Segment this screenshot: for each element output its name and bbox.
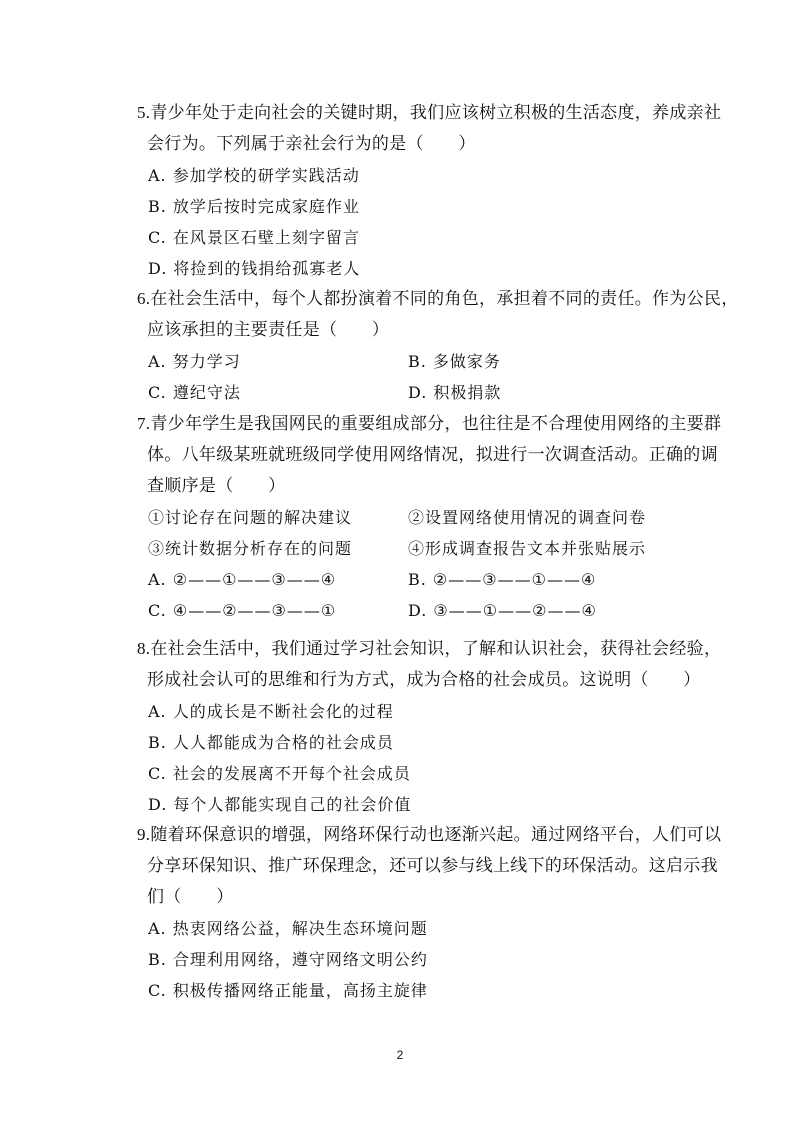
stem-line: 们（ ） bbox=[147, 887, 234, 907]
question-number: 7. bbox=[137, 414, 151, 433]
question-stem bbox=[137, 408, 722, 502]
stem-line: 形成社会认可的思维和行为方式，成为合格的社会成员。这说明（ ） bbox=[147, 670, 701, 690]
stem-line: 青少年学生是我国网民的重要组成部分，也往往是不合理使用网络的主要群 bbox=[150, 414, 722, 434]
question-6 bbox=[137, 283, 739, 408]
item-1: ①讨论存在问题的解决建议 bbox=[148, 508, 353, 527]
question-number: 8. bbox=[137, 639, 151, 658]
option-b[interactable]: B. 合理利用网络，遵守网络文明公约 bbox=[148, 950, 428, 969]
option-b[interactable]: B. 放学后按时完成家庭作业 bbox=[148, 197, 360, 216]
stem-line: 分享环保知识、推广环保理念，还可以参与线上线下的环保活动。这启示我 bbox=[147, 856, 718, 876]
option-a[interactable]: A. 人的成长是不断社会化的过程 bbox=[148, 702, 394, 721]
option-a[interactable]: A. 热衷网络公益，解决生态环境问题 bbox=[148, 919, 428, 938]
stem-line: 青少年处于走向社会的关键时期，我们应该树立积极的生活态度，养成亲社 bbox=[150, 103, 722, 123]
option-a[interactable]: A. 参加学校的研学实践活动 bbox=[148, 166, 360, 185]
question-9 bbox=[137, 819, 722, 1006]
option-d[interactable]: D. ③——①——②——④ bbox=[408, 601, 597, 620]
option-b[interactable]: B. 人人都能成为合格的社会成员 bbox=[148, 733, 394, 752]
question-stem bbox=[137, 633, 722, 696]
option-row bbox=[137, 346, 697, 377]
question-number: 6. bbox=[137, 289, 151, 308]
item-4: ④形成调查报告文本并张贴展示 bbox=[408, 539, 647, 558]
option-row bbox=[137, 377, 697, 408]
question-stem bbox=[137, 819, 722, 913]
question-number: 9. bbox=[137, 825, 151, 844]
option-c[interactable]: C. 社会的发展离不开每个社会成员 bbox=[148, 764, 411, 783]
question-7 bbox=[137, 408, 722, 626]
stem-line: 体。八年级某班就班级同学使用网络情况，拟进行一次调查活动。正确的调 bbox=[147, 445, 718, 465]
item-row bbox=[137, 533, 697, 564]
option-c[interactable]: C. 遵纪守法 bbox=[148, 383, 241, 402]
question-stem bbox=[137, 97, 722, 160]
page-number: 2 bbox=[396, 1048, 404, 1062]
question-stem bbox=[137, 283, 739, 346]
item-3: ③统计数据分析存在的问题 bbox=[148, 539, 353, 558]
stem-line: 在社会生活中，我们通过学习社会知识，了解和认识社会，获得社会经验， bbox=[150, 639, 722, 659]
stem-line: 在社会生活中，每个人都扮演着不同的角色，承担着不同的责任。作为公民， bbox=[150, 289, 739, 309]
question-5 bbox=[137, 97, 722, 284]
item-2: ②设置网络使用情况的调查问卷 bbox=[408, 508, 647, 527]
option-d[interactable]: D. 积极捐款 bbox=[408, 383, 502, 402]
option-row bbox=[137, 595, 697, 626]
option-row bbox=[137, 564, 697, 595]
question-number: 5. bbox=[137, 103, 151, 122]
option-c[interactable]: C. 积极传播网络正能量，高扬主旋律 bbox=[148, 981, 428, 1000]
option-b[interactable]: B. ②——③——①——④ bbox=[408, 570, 597, 589]
option-c[interactable]: C. ④——②——③——① bbox=[148, 601, 337, 620]
stem-line: 查顺序是（ ） bbox=[147, 476, 286, 496]
stem-line: 应该承担的主要责任是（ ） bbox=[147, 320, 390, 340]
option-b[interactable]: B. 多做家务 bbox=[408, 352, 501, 371]
option-a[interactable]: A. 努力学习 bbox=[148, 352, 241, 371]
option-a[interactable]: A. ②——①——③——④ bbox=[148, 570, 337, 589]
stem-line: 随着环保意识的增强，网络环保行动也逐渐兴起。通过网络平台，人们可以 bbox=[150, 825, 722, 845]
stem-line: 会行为。下列属于亲社会行为的是（ ） bbox=[147, 134, 476, 154]
question-8 bbox=[137, 633, 722, 820]
option-c[interactable]: C. 在风景区石壁上刻字留言 bbox=[148, 228, 360, 247]
option-d[interactable]: D. 每个人都能实现自己的社会价值 bbox=[148, 795, 412, 814]
item-row bbox=[137, 502, 697, 533]
option-d[interactable]: D. 将捡到的钱捐给孤寡老人 bbox=[148, 259, 361, 278]
